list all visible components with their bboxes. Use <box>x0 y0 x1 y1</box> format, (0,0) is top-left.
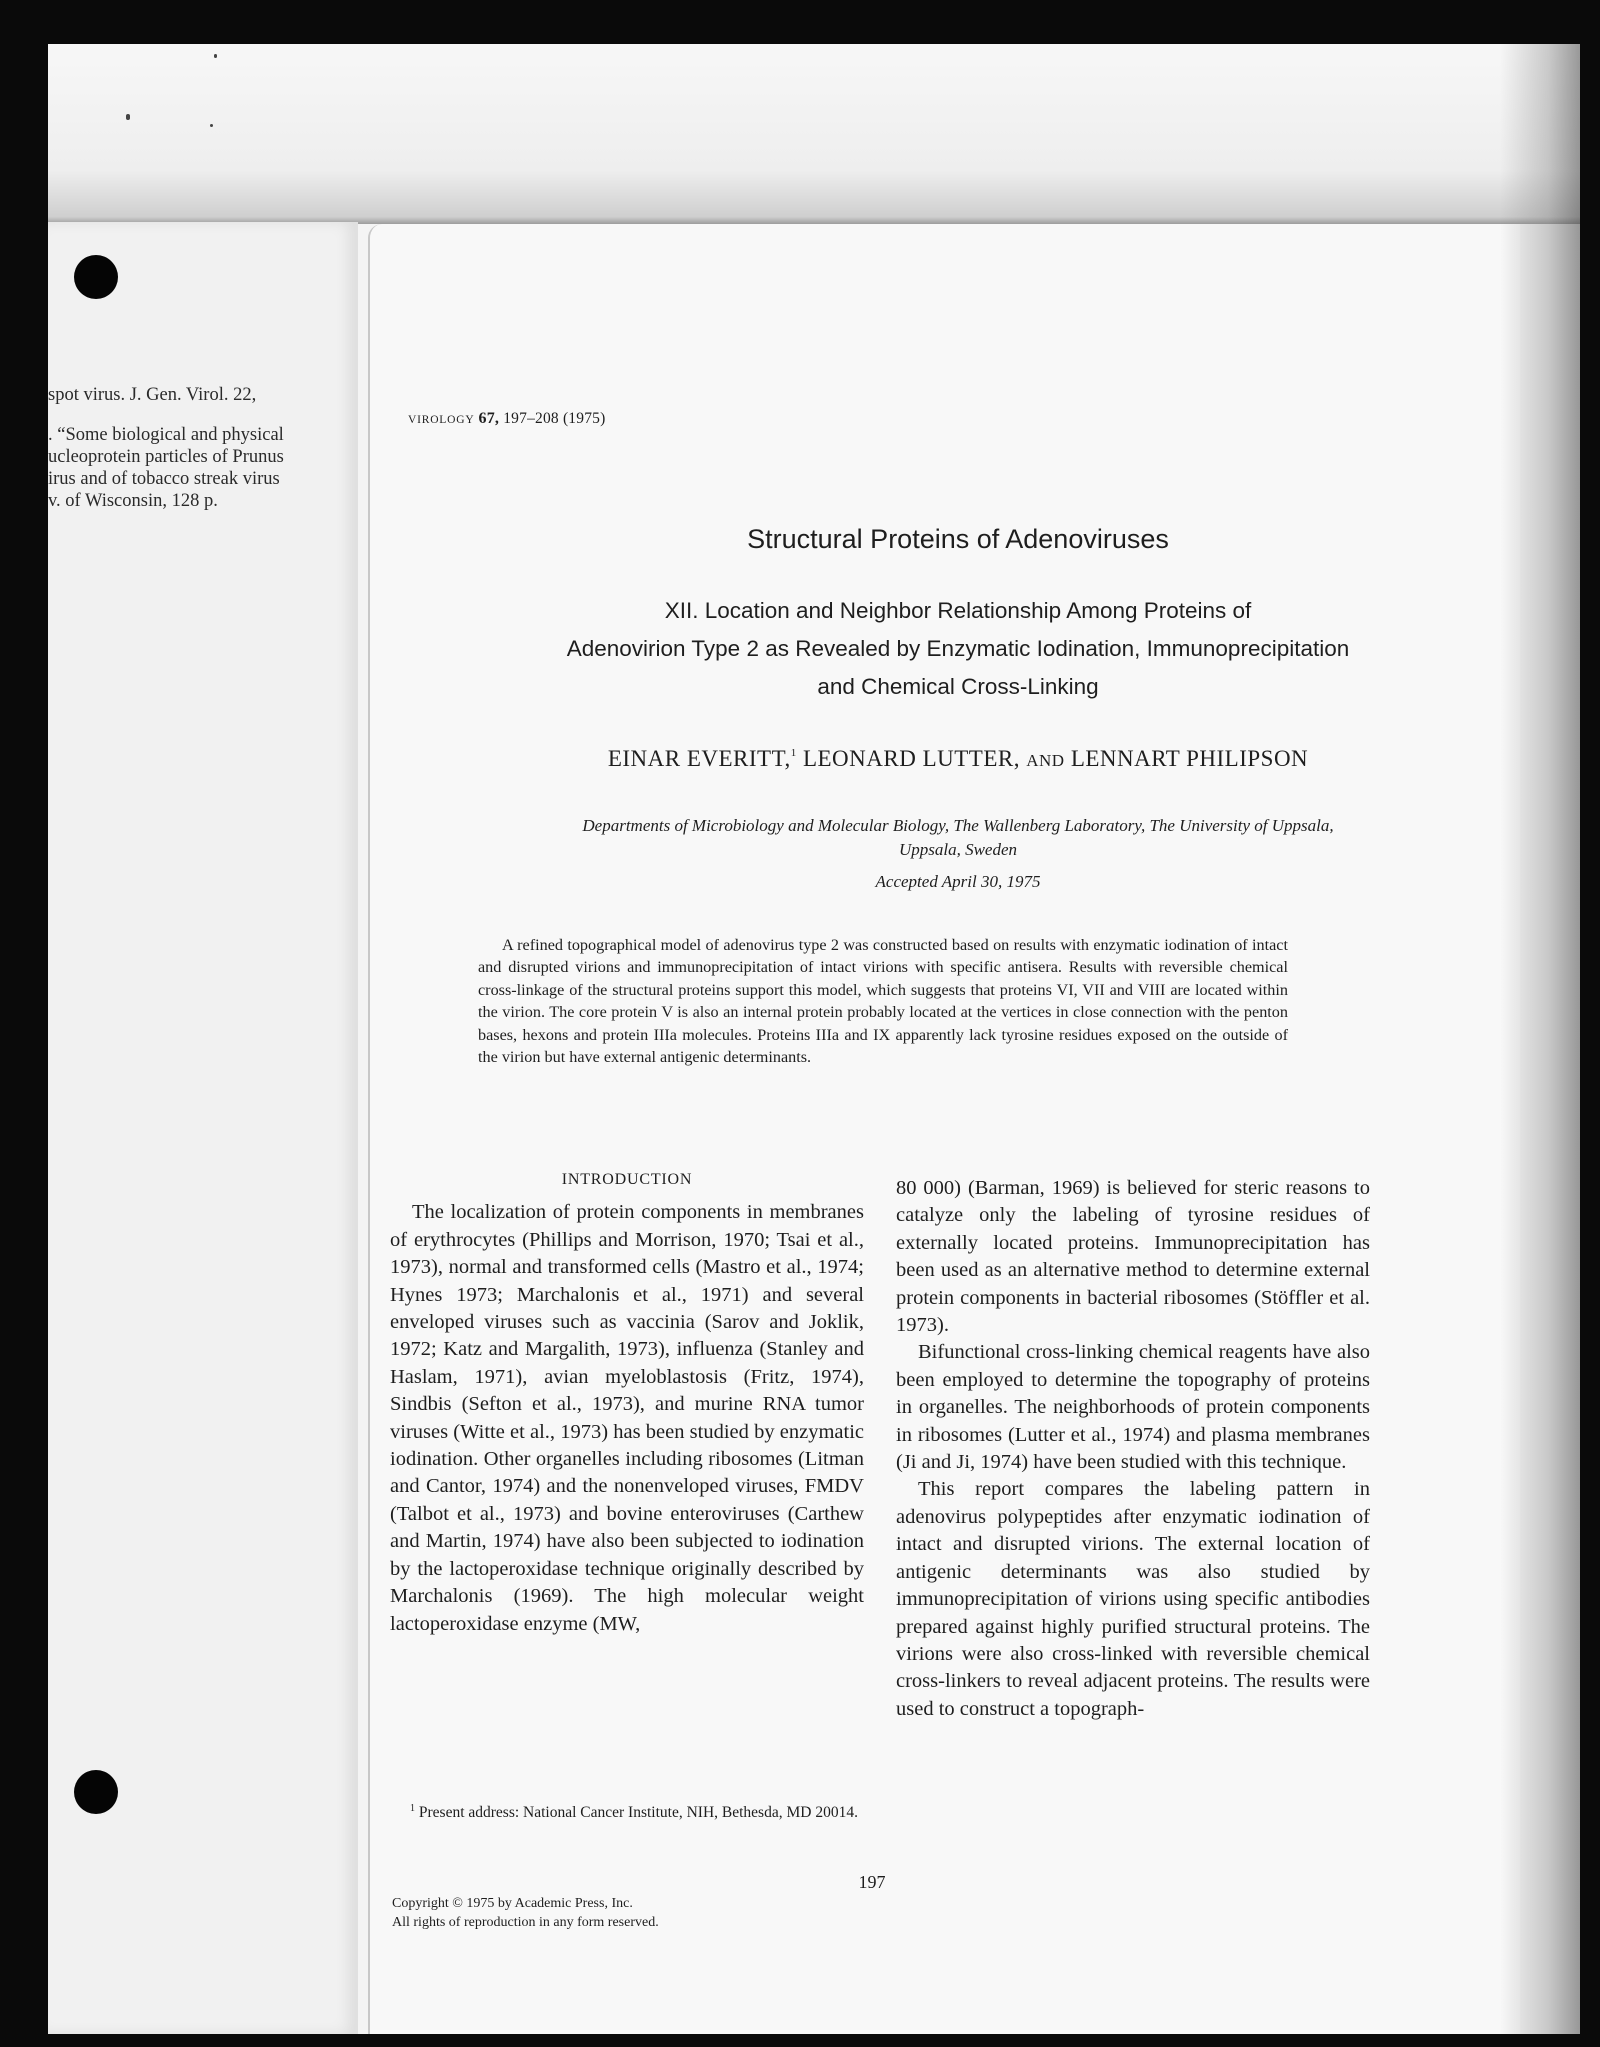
journal-name: VIROLOGY <box>408 414 475 426</box>
left-page-line: irus and of tobacco streak virus <box>48 469 280 489</box>
footnote-text: Present address: National Cancer Institute, NIH, Bethesda, MD 20014. <box>418 1804 858 1822</box>
section-heading: INTRODUCTION <box>561 1171 693 1188</box>
article-title: Structural Proteins of Adenoviruses <box>747 524 1169 554</box>
author-conjunction: AND <box>1026 751 1065 770</box>
affiliation-line: Departments of Microbiology and Molecular Biology, The Wallenberg Laboratory, The University of Uppsala, <box>582 816 1334 835</box>
page-edge-shadow <box>1500 44 1580 2034</box>
body-column-left <box>390 1166 864 1638</box>
body-column-right <box>896 1175 1370 1723</box>
dust-speck <box>210 124 213 127</box>
photocopy-top-shadow <box>48 44 1580 224</box>
left-page-line: ucleoprotein particles of Prunus <box>48 447 284 467</box>
journal-volume: 67, <box>478 410 500 427</box>
binder-hole-top <box>74 255 118 299</box>
left-page-line: . “Some biological and physical <box>48 425 284 445</box>
affiliation <box>408 814 1508 862</box>
journal-pages-year: 197–208 (1975) <box>503 410 606 427</box>
body-paragraph: 80 000) (Barman, 1969) is believed for steric reasons to catalyze only the labeling of tyrosine residues of externally located proteins. Immunoprecipitation has been used as an alternative method to determine external protein components in bacterial ribosomes (Stöffler et al. 1973). <box>896 1177 1370 1337</box>
copyright-notice <box>392 1894 792 1932</box>
copyright-line: Copyright © 1975 by Academic Press, Inc. <box>392 1896 633 1911</box>
author-name: EINAR EVERITT, <box>607 746 791 771</box>
affiliation-line: Uppsala, Sweden <box>898 840 1018 859</box>
abstract: A refined topographical model of adenovirus type 2 was constructed based on results with enzymatic iodination of intact and disrupted virions and immunoprecipitation of intact virions with specific antisera. Results with reversible chemical cross-linkage of the structural proteins support this model, which suggests that proteins VI, VII and VIII are located within the virion. The core protein V is also an internal protein probably located at the vertices in close connection with the penton bases, hexons and protein IIIa molecules. Proteins IIIa and IX apparently lack tyrosine residues exposed on the outside of the virion but have external antigenic determinants. <box>478 936 1288 1067</box>
author-name: LEONARD LUTTER, <box>802 746 1020 771</box>
footnote-marker: 1 <box>410 1803 415 1814</box>
binder-hole-bottom <box>74 1770 118 1814</box>
subtitle-line: and Chemical Cross-Linking <box>817 674 1099 699</box>
author-list <box>408 746 1508 772</box>
copyright-line: All rights of reproduction in any form reserved. <box>392 1915 659 1930</box>
left-page-line: spot virus. J. Gen. Virol. 22, <box>48 385 257 405</box>
left-page-line: v. of Wisconsin, 128 p. <box>48 491 218 511</box>
journal-citation <box>408 410 605 428</box>
left-page-reference-text <box>48 384 348 512</box>
subtitle-line: Adenovirion Type 2 as Revealed by Enzymatic Iodination, Immunoprecipitation <box>566 636 1350 661</box>
dust-speck <box>126 114 130 120</box>
article-page <box>368 224 1520 2034</box>
dust-speck <box>214 54 217 58</box>
body-paragraph: Bifunctional cross-linking chemical reagents have also been employed to determine the topography of proteins in organelles. The neighborhoods of protein components in ribosomes (Lutter et al., 1974) and plasma membranes (Ji and Ji, 1974) have been studied with this technique. <box>896 1341 1370 1474</box>
body-paragraph: The localization of protein components in membranes of erythrocytes (Phillips and Morrison, 1970; Tsai et al., 1973), normal and transformed cells (Mastro et al., 1974; Hynes 1973; Marchalonis et al., 1971) and several enveloped viruses such as vaccinia (Sarov and Joklik, 1972; Katz and Margalith, 1973), influenza (Stanley and Haslam, 1971), avian myeloblastosis (Fritz, 1974), Sindbis (Sefton et al., 1973), and murine RNA tumor viruses (Witte et al., 1973) has been studied by enzymatic iodination. Other organelles including ribosomes (Litman and Cantor, 1974) and the nonenveloped viruses, FMDV (Talbot et al., 1973) and bovine enteroviruses (Carthew and Martin, 1974) have also been subjected to iodination by the lactoperoxidase technique originally described by Marchalonis (1969). The high molecular weight lactoperoxidase enzyme (MW, <box>390 1201 864 1635</box>
article-subtitle <box>408 592 1508 706</box>
body-paragraph: This report compares the labeling pattern in adenovirus polypeptides after enzymatic iodination of intact and disrupted virions. The external location of antigenic determinants was also studied by immunoprecipitation of virions using specific antibodies prepared against highly purified structural proteins. The virions were also cross-linked with reversible chemical cross-linkers to reveal adjacent proteins. The results were used to construct a topograph- <box>896 1478 1370 1720</box>
footnote-marker: 1 <box>790 747 797 759</box>
author-name: LENNART PHILIPSON <box>1070 746 1309 771</box>
page-number: 197 <box>858 1872 886 1892</box>
accepted-date: Accepted April 30, 1975 <box>875 872 1041 891</box>
author-footnote <box>392 1798 862 1823</box>
subtitle-line: XII. Location and Neighbor Relationship Among Proteins of <box>664 598 1252 623</box>
